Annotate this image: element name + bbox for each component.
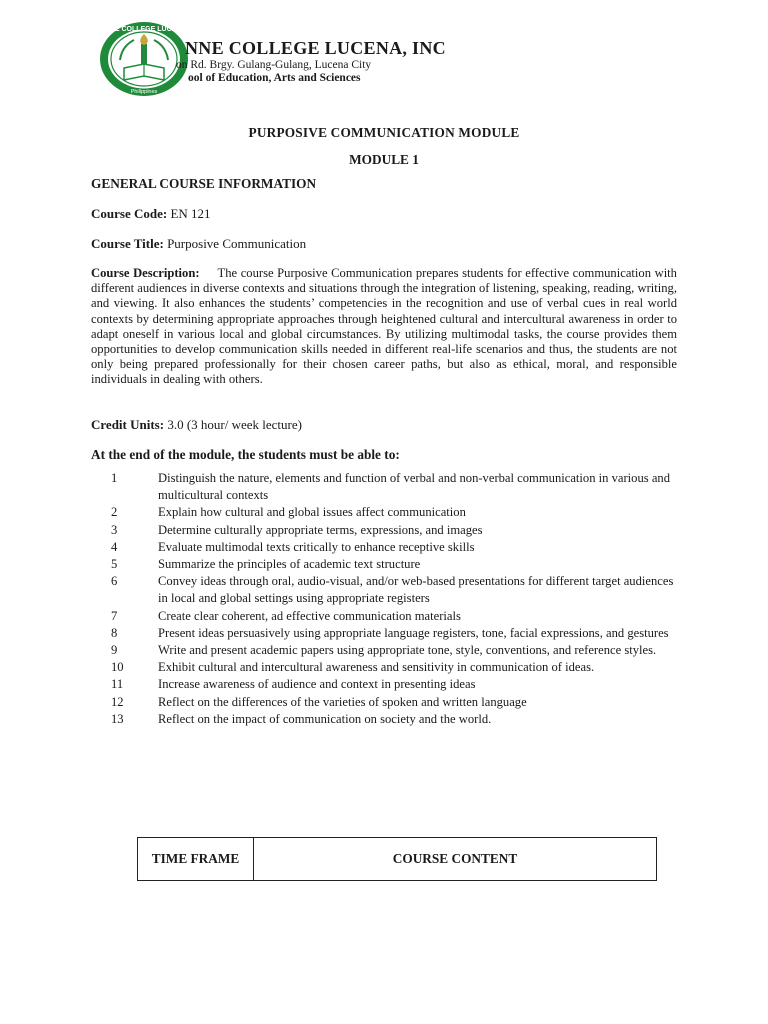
svg-text:ST. ANNE COLLEGE LUCENA INC: ST. ANNE COLLEGE LUCENA INC	[87, 26, 201, 33]
outcome-number: 2	[111, 505, 118, 520]
module-title: PURPOSIVE COMMUNICATION MODULE	[248, 125, 520, 140]
outcome-number: 3	[111, 522, 118, 537]
outcome-text: Exhibit cultural and intercultural awareness and sensitivity in communication of ideas.	[158, 660, 595, 675]
outcome-number: 12	[111, 694, 124, 709]
module-number: MODULE 1	[349, 152, 419, 167]
outcome-text: Write and present academic papers using appropriate tone, style, conventions, and reference styles.	[158, 643, 657, 658]
list-item	[111, 573, 681, 607]
outcome-number: 10	[111, 660, 124, 675]
list-item	[111, 522, 681, 539]
outcome-text: Evaluate multimodal texts critically to enhance receptive skills	[158, 539, 475, 554]
course-description	[91, 266, 677, 388]
outcome-text: Create clear coherent, ad effective communication materials	[158, 608, 461, 623]
list-item	[111, 694, 681, 711]
outcomes-heading: At the end of the module, the students must be able to:	[91, 447, 400, 462]
outcome-number: 1	[111, 471, 118, 485]
course-code-value: EN 121	[170, 206, 211, 221]
section-heading: GENERAL COURSE INFORMATION	[91, 176, 317, 191]
outcome-number: 4	[111, 539, 118, 554]
outcome-number: 11	[111, 677, 124, 692]
outcome-text: Determine culturally appropriate terms, expressions, and images	[158, 522, 483, 537]
outcome-text: Increase awareness of audience and context in presenting ideas	[158, 677, 476, 692]
time-frame-header: TIME FRAME	[138, 838, 254, 881]
course-description-text: The course Purposive Communication prepares students for effective communication with different audiences in diverse contexts and situations through the integration of listening, speaking, reading, writing, and viewing. It also enhances the students’ competencies in the recognition and use of verbal cues in real world contexts by determining appropriate approaches through heightened cultural and intercultural awareness in order to adapt oneself in various local and global circumstances. By utilizing multimodal tasks, the course provides them opportunities to develop communication skills needed in different real-life scenarios and thus, the students are not only being prepared professionally for their chosen career paths, but also as ethical, moral, and responsible individuals in dealing with others.	[91, 266, 677, 387]
outcome-text: Reflect on the differences of the varieties of spoken and written language	[158, 694, 527, 709]
course-content-table	[137, 837, 657, 881]
outcome-text: Present ideas persuasively using appropriate language registers, tone, facial expressions, and gestures	[158, 625, 669, 640]
svg-text:Philippines: Philippines	[130, 89, 158, 95]
outcome-text: Explain how cultural and global issues affect communication	[158, 505, 466, 520]
outcome-text: Summarize the principles of academic text structure	[158, 557, 421, 572]
school-name: NNE COLLEGE LUCENA, INC	[185, 38, 446, 58]
course-title-value: Purposive Communication	[167, 236, 307, 251]
outcome-text: Reflect on the impact of communication on society and the world.	[158, 711, 492, 726]
course-content-header: COURSE CONTENT	[254, 838, 657, 881]
school-address: on Rd. Brgy. Gulang-Gulang, Lucena City	[176, 59, 372, 71]
outcome-number: 6	[111, 574, 118, 589]
list-item	[111, 504, 681, 521]
list-item	[111, 676, 681, 693]
list-item	[111, 625, 681, 642]
outcome-number: 8	[111, 625, 118, 640]
outcome-text: Distinguish the nature, elements and function of verbal and non-verbal communication in various and multicultural contexts	[158, 471, 671, 503]
outcome-text: Convey ideas through oral, audio-visual, and/or web-based presentations for different target audiences in local and global settings using appropriate registers	[158, 574, 674, 606]
table-header-row	[138, 838, 657, 881]
outcome-number: 5	[111, 557, 118, 572]
outcome-number: 13	[111, 711, 124, 726]
list-item	[111, 659, 681, 676]
list-item	[111, 470, 681, 504]
list-item	[111, 711, 681, 728]
outcomes-list	[111, 470, 681, 728]
list-item	[111, 539, 681, 556]
course-code	[91, 206, 677, 222]
credit-units	[91, 417, 677, 433]
school-department: ool of Education, Arts and Sciences	[188, 72, 361, 84]
list-item	[111, 642, 681, 659]
course-description-label: Course Description:	[91, 266, 200, 280]
credit-units-value: 3.0 (3 hour/ week lecture)	[167, 417, 302, 432]
outcome-number: 9	[111, 643, 118, 658]
list-item	[111, 556, 681, 573]
credit-units-label: Credit Units:	[91, 417, 165, 432]
list-item	[111, 608, 681, 625]
course-title	[91, 236, 677, 252]
course-code-label: Course Code:	[91, 206, 168, 221]
outcome-number: 7	[111, 608, 118, 623]
course-title-label: Course Title:	[91, 236, 164, 251]
